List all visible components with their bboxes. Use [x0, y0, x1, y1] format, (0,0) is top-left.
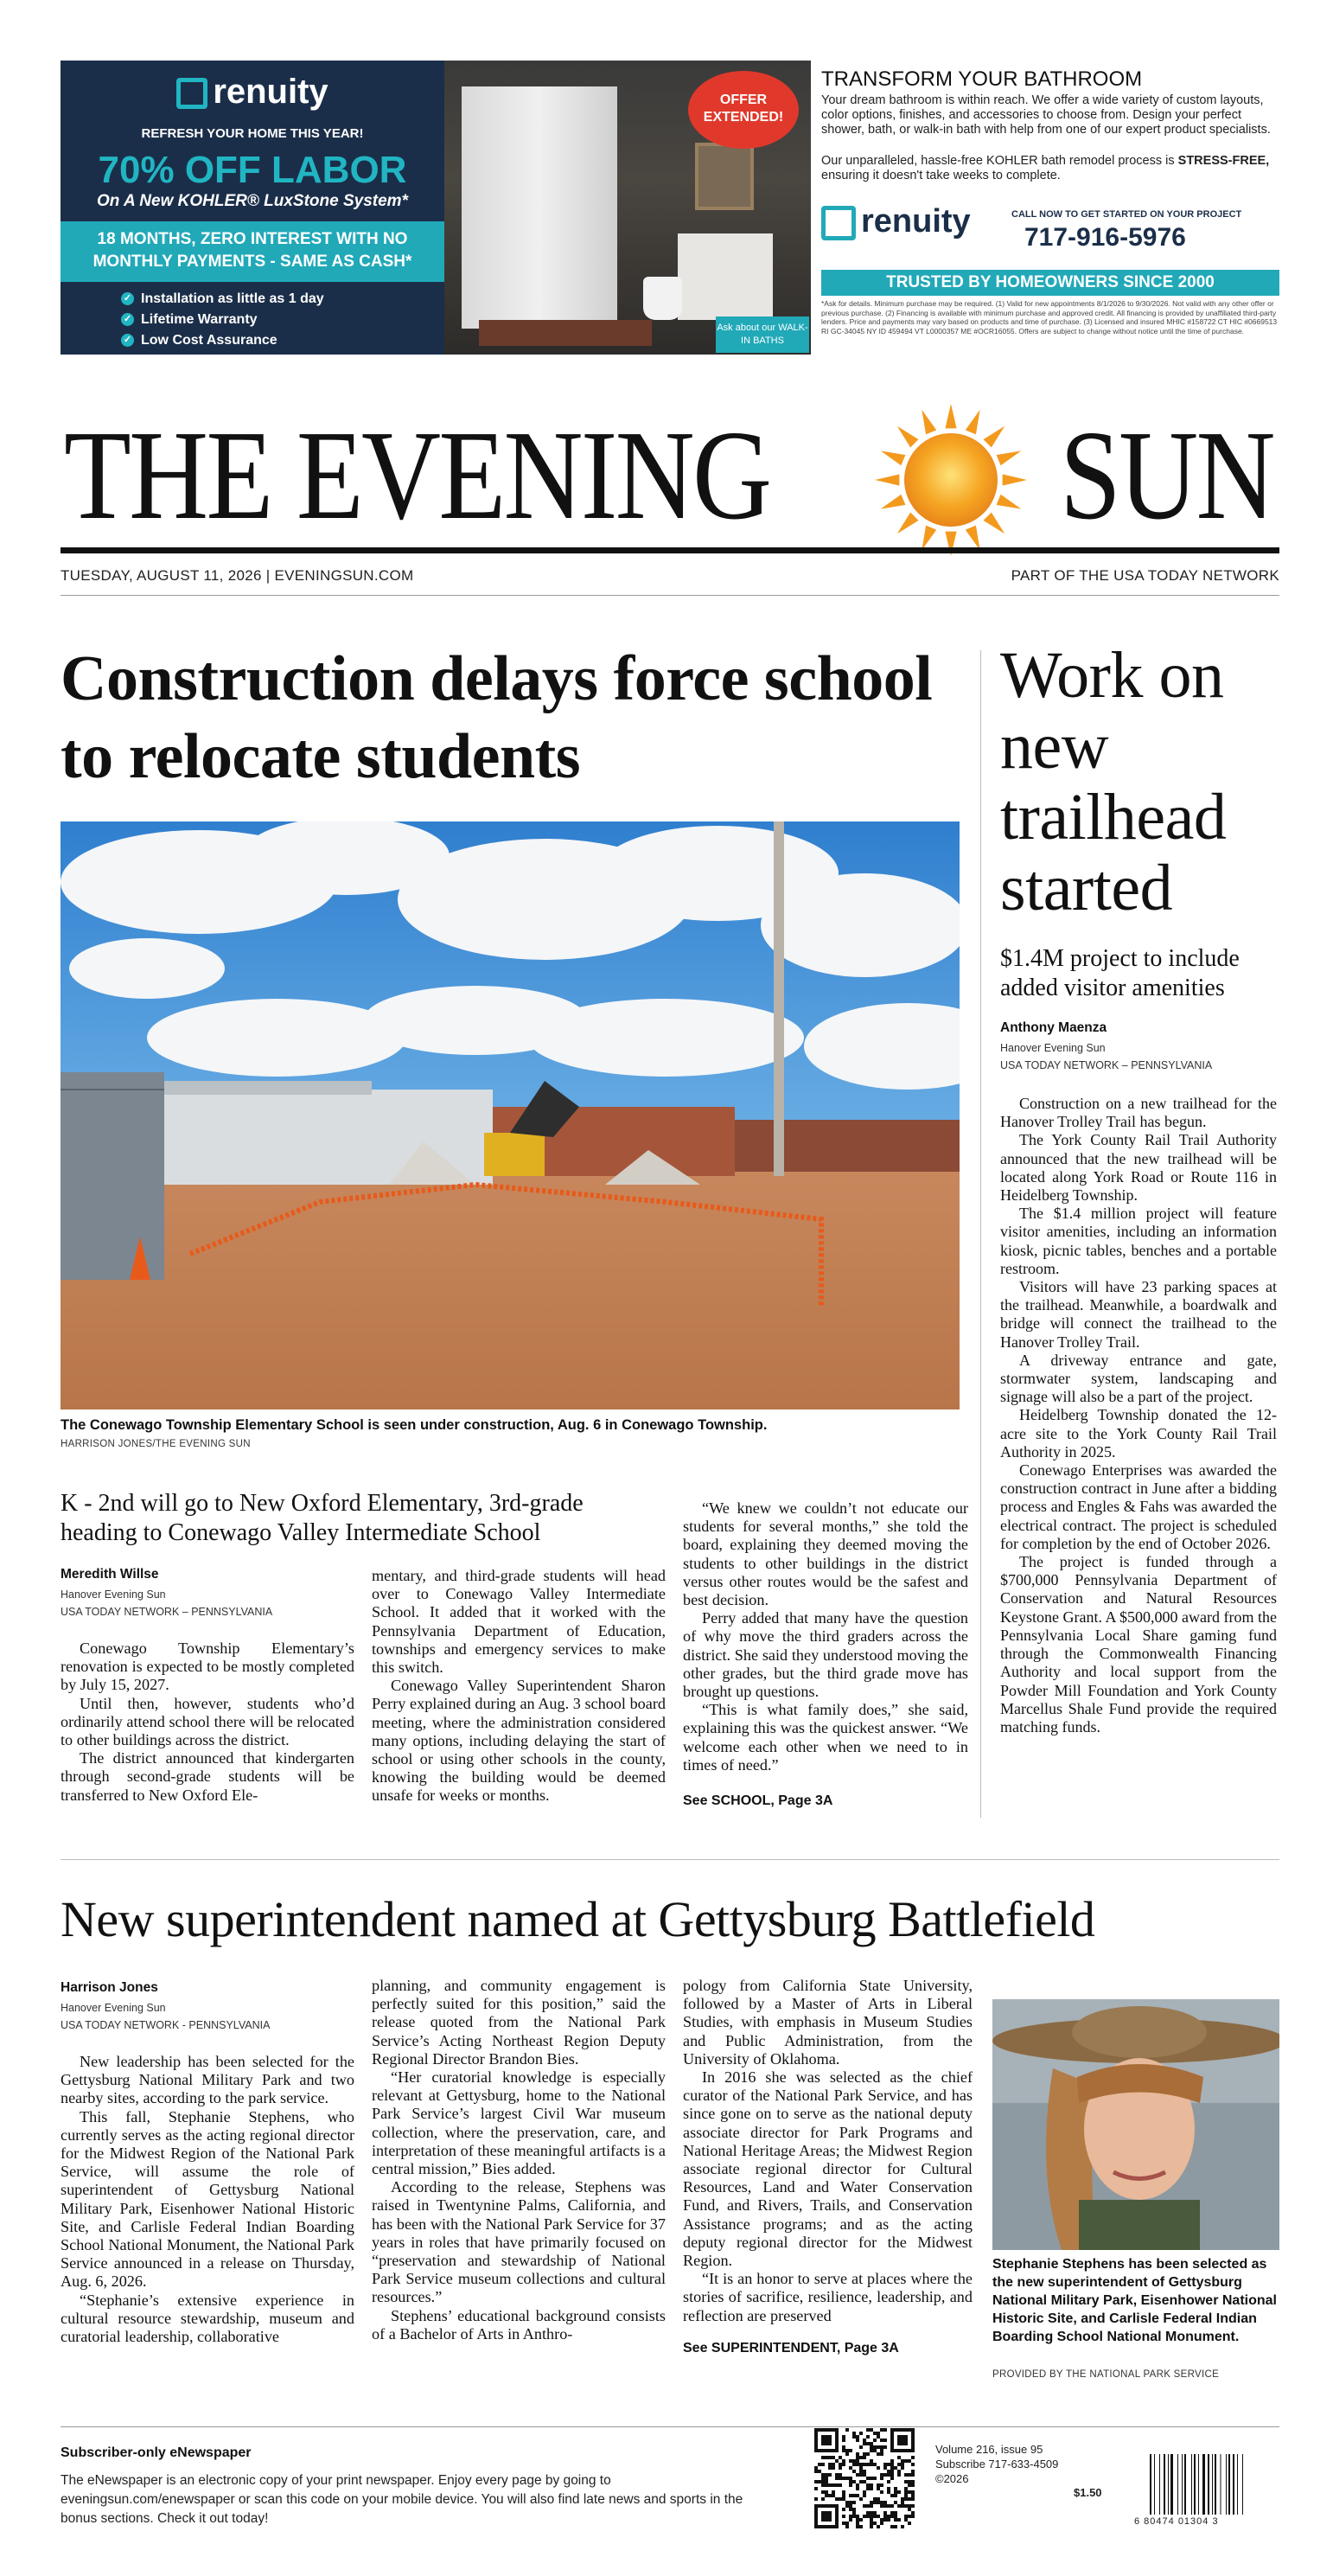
superintendent-column-3 — [683, 1977, 973, 2356]
qr-code-icon[interactable] — [814, 2428, 915, 2528]
byline-name[interactable]: Meredith Willse — [61, 1567, 159, 1582]
paragraph: This fall, Stephanie Stephens, who currently serves as the acting regional director for the Midwest Region of the National Park Service, will assume the role of superintendent of Gettysburg National Military Park, Eisenhower National Historic Site, and Carlisle Federal Indian Boarding School National Monument, the National Park Service announced in a release on Thursday, Aug. 6, 2026. — [61, 2107, 354, 2291]
copyright: ©2026 — [935, 2472, 969, 2485]
ad-bullet: ✓ Lifetime Warranty — [121, 310, 324, 330]
article-text — [61, 2053, 354, 2346]
paragraph: mentary, and third-grade students will head over to Conewago Valley Intermediate School. It added that it worked with the Pennsylvania Department of Education, townships and emergency services to make this switch. — [372, 1567, 666, 1677]
footer-rule — [61, 2426, 1279, 2427]
paragraph: The York County Rail Trail Authority announced that the new trailhead will be located along York Road or Route 116 in Heidelberg Township. — [1000, 1131, 1277, 1205]
vanity — [678, 233, 773, 320]
paragraph: The district announced that kindergarten through second-grade students will be transferred to New Oxford Ele- — [61, 1749, 354, 1804]
paragraph: New leadership has been selected for the Gettysburg National Military Park and two nearby sites, according to the park service. — [61, 2053, 354, 2107]
paragraph: Conewago Enterprises was awarded the construction contract in June after a bidding process and Engles & Fahs was awarded the electrical contract. The project is scheduled for completion by the end of October 2026. — [1000, 1461, 1277, 1552]
masthead-rule — [61, 547, 1279, 553]
paragraph: “We knew we couldn’t not educate our students for several months,” she told the board, explaining they deemed moving the students to other buildings in the district versus other routes would be the safest and best decision. — [683, 1499, 968, 1609]
barcode-icon — [1146, 2454, 1276, 2515]
paragraph: The $1.4 million project will feature visitor amenities, including an information kiosk, picnic tables, benches and a portable restroom. — [1000, 1205, 1277, 1277]
byline-name[interactable]: Anthony Maenza — [1000, 1020, 1107, 1035]
article-text — [61, 1640, 354, 1805]
superintendent-photo-credit: PROVIDED BY THE NATIONAL PARK SERVICE — [992, 2369, 1220, 2380]
ad-body: Your dream bathroom is within reach. We offer a wide variety of custom layouts, color options, finishes, and accessories to choose from. Design your perfect shower, bath, or walk-in bath with help from one of our expert product specialists. — [821, 93, 1271, 137]
check-icon: ✓ — [121, 334, 134, 347]
paragraph: In 2016 she was selected as the chief curator of the National Park Service, and has since gone on to serve as the national deputy associate director for Park Programs and National Heritage Areas; the Midwest Region associate regional director for Cultural Resources, Land and Water Conservation Fund, and Rivers, Trails, and Conservation Assistance programs; and as the acting deputy regional director for the Midwest Region. — [683, 2068, 973, 2270]
ad-offer-sub: On A New KOHLER® LuxStone System* — [97, 192, 408, 210]
sidebar-story — [1000, 1020, 1277, 1736]
article-text — [683, 1499, 968, 1774]
price: $1.50 — [1074, 2486, 1102, 2499]
network-label: PART OF THE USA TODAY NETWORK — [1011, 567, 1279, 584]
ad-offer-main: 70% OFF LABOR — [98, 149, 407, 191]
ad-copy-panel — [821, 61, 1279, 355]
lead-column-3 — [683, 1499, 968, 1809]
check-icon: ✓ — [121, 292, 134, 305]
ad-bullet: ✓ Low Cost Assurance — [121, 330, 324, 351]
superintendent-column-2 — [372, 1977, 666, 2343]
enewspaper-description: The eNewspaper is an electronic copy of your print newspaper. Enjoy every page by going to eveningsun.com/enewspaper or scan this code on your mobile device. You will also find late news and sports in the bonus sections. Check it out today! — [61, 2473, 743, 2526]
dateline: TUESDAY, AUGUST 11, 2026 | EVENINGSUN.COM — [61, 567, 414, 584]
masthead-title[interactable]: THE EVENING — [64, 405, 770, 547]
dateline-rule — [61, 595, 1279, 596]
paragraph: Heidelberg Township donated the 12-acre site to the York County Rail Trail Authority in 2025. — [1000, 1406, 1277, 1461]
check-icon: ✓ — [121, 313, 134, 326]
sidebar-headline[interactable]: Work on new trailhead started — [1000, 639, 1227, 924]
ad-trusted-banner: TRUSTED BY HOMEOWNERS SINCE 2000 — [821, 270, 1279, 296]
house-icon — [176, 78, 207, 109]
byline-network: USA TODAY NETWORK - PENNSYLVANIA — [61, 2019, 271, 2031]
paragraph: Until then, however, students who’d ordinarily attend school there will be relocated to other buildings across the district. — [61, 1694, 354, 1749]
paragraph: Perry added that many have the question of why move the third graders across the district. She said they understood moving the other grades, but the third grade move has brought up questions. — [683, 1609, 968, 1701]
paragraph: Conewago Valley Superintendent Sharon Perry explained during an Aug. 3 school board meeting, where the administration considered many options, including delaying the start of school or using other schools in the county, knowing the building would be deemed unsafe for weeks or months. — [372, 1677, 666, 1805]
lead-headline[interactable]: Construction delays force school to relocate students — [61, 643, 933, 792]
ad-fine-print: *Ask for details. Minimum purchase may be required. (1) Valid for new appointments 8/1/2026 to 9/30/2026. Not valid with any other offer or previous purchase. (2) Financing is available with minimum purchase and approved credit. All financing is provided by unaffiliated third-party lenders. Price and payments may vary based on products and time of purchase. (3) Licensed and insured MHIC #158722 CT HIC #0669513 RI GC-34045 NY ID 459494 VT L0000357 ME #OCR16055. Offers are subject to change without notice until the time of purchase. — [821, 299, 1278, 336]
paragraph: “This is what family does,” she said, explaining this was the quickest answer. “We welcome each other when we need to in times of need.” — [683, 1701, 968, 1774]
ad-bullet-list — [121, 289, 324, 351]
column-rule — [980, 650, 981, 1818]
mirror — [695, 143, 754, 210]
article-text — [1000, 1095, 1277, 1736]
paragraph: The project is funded through a $700,000 Pennsylvania Department of Conservation and Natural Resources Keystone Grant. A $500,000 award from the Pennsylvania Local Share gaming fund through the Commonwealth Financing Authority and local support from the Powder Mill Foundation and York County Marcellus Shale Fund provide the required matching funds. — [1000, 1553, 1277, 1735]
sun-logo-icon — [847, 398, 1055, 562]
enewspaper-title[interactable]: Subscriber-only eNewspaper — [61, 2445, 252, 2460]
paragraph: “It is an honor to serve at places where the stories of sacrifice, resilience, leadership, and reflection are preserved — [683, 2270, 973, 2324]
jump-link[interactable]: See SUPERINTENDENT, Page 3A — [683, 2340, 899, 2355]
ad-call-text: CALL NOW TO GET STARTED ON YOUR PROJECT — [1011, 209, 1242, 220]
ad-phone[interactable]: 717-916-5976 — [1024, 223, 1186, 252]
offer-extended-badge: OFFER EXTENDED! — [688, 71, 799, 149]
article-text — [683, 1977, 973, 2325]
paragraph: planning, and community engagement is perfectly suited for this position,” said the release quoted from the National Park Service’s Acting Northeast Region Deputy Regional Director Brandon Bies. — [372, 1977, 666, 2068]
ad-bullet: ✓ Installation as little as 1 day — [121, 289, 324, 310]
superintendent-column-1 — [61, 1980, 354, 2346]
issue-info — [935, 2442, 1074, 2486]
stephanie-stephens-portrait[interactable] — [992, 1999, 1279, 2250]
lead-photo-credit: HARRISON JONES/THE EVENING SUN — [61, 1439, 251, 1449]
lead-column-1 — [61, 1567, 354, 1805]
byline-network: USA TODAY NETWORK – PENNSYLVANIA — [61, 1606, 273, 1618]
ad-financing: 18 MONTHS, ZERO INTEREST WITH NO MONTHLY PAYMENTS - SAME AS CASH* — [61, 221, 444, 282]
superintendent-headline[interactable]: New superintendent named at Gettysburg Battlefield — [61, 1891, 1095, 1947]
barcode-number: 6 80474 01304 3 — [1134, 2516, 1219, 2527]
byline-paper: Hanover Evening Sun — [61, 1588, 166, 1601]
ad-refresh-text: REFRESH YOUR HOME THIS YEAR! — [141, 126, 364, 141]
house-icon — [821, 206, 856, 240]
rug — [479, 320, 652, 346]
paragraph: pology from California State University, followed by a Master of Arts in Liberal Studies, with emphasis in Museum Studies and Public Administration, from the University of Oklahoma. — [683, 1977, 973, 2068]
volume-issue: Volume 216, issue 95 — [935, 2443, 1043, 2456]
walk-in-baths-tag: Ask about our WALK-IN BATHS — [716, 316, 809, 353]
superintendent-photo-caption: Stephanie Stephens has been selected as the new superintendent of Gettysburg National Military Park, Eisenhower National Historic Site, and Carlisle Federal Indian Boarding School National Monument. — [992, 2257, 1277, 2344]
byline-name[interactable]: Harrison Jones — [61, 1980, 158, 1995]
renuity-logo: renuity — [61, 73, 444, 112]
ad-bathroom-photo — [444, 61, 811, 355]
paragraph: A driveway entrance and gate, stormwater system, landscaping and signage will also be a part of the project. — [1000, 1351, 1277, 1406]
lead-photo-caption: The Conewago Township Elementary School is seen under construction, Aug. 6 in Conewago Township. — [61, 1417, 768, 1433]
paragraph: Construction on a new trailhead for the Hanover Trolley Trail has begun. — [1000, 1095, 1277, 1131]
paragraph: Stephens’ educational background consists of a Bachelor of Arts in Anthro- — [372, 2306, 666, 2343]
shower-wall — [462, 86, 617, 329]
byline-paper: Hanover Evening Sun — [61, 2002, 166, 2014]
jump-link[interactable]: See SCHOOL, Page 3A — [683, 1793, 833, 1809]
ad-body-2: Our unparalleled, hassle-free KOHLER bath remodel process is STRESS-FREE, ensuring it doesn't take weeks to complete. — [821, 154, 1270, 182]
construction-site-photo[interactable] — [61, 821, 960, 1409]
paragraph: Conewago Township Elementary’s renovation is expected to be mostly completed by July 15, 2027. — [61, 1640, 354, 1694]
renuity-logo: renuity — [821, 203, 971, 240]
byline-network: USA TODAY NETWORK – PENNSYLVANIA — [1000, 1059, 1213, 1071]
lead-subhead: K - 2nd will go to New Oxford Elementary, 3rd-grade heading to Conewago Valley Intermediate School — [61, 1490, 584, 1546]
paragraph: “Stephanie’s extensive experience in cultural resource stewardship, museum and curatorial leadership, collaborative — [61, 2291, 354, 2346]
sidebar-deck: $1.4M project to include added visitor amenities — [1000, 945, 1240, 1001]
section-divider — [61, 1859, 1279, 1860]
paragraph: “Her curatorial knowledge is especially relevant at Gettysburg, home to the National Park Service’s largest Civil War museum collection, where the preservation, care, and interpretation of these meaningful artifacts is a central mission,” Bies added. — [372, 2068, 666, 2178]
lead-column-2 — [372, 1567, 666, 1806]
ad-offer-panel — [61, 61, 444, 355]
toilet — [643, 277, 682, 320]
ad-headline: TRANSFORM YOUR BATHROOM — [821, 67, 1143, 91]
subscribe-phone: Subscribe 717-633-4509 — [935, 2458, 1059, 2471]
byline-paper: Hanover Evening Sun — [1000, 1042, 1106, 1054]
masthead-title-sun[interactable]: SUN — [1060, 405, 1273, 547]
paragraph: Visitors will have 23 parking spaces at the trailhead. Meanwhile, a boardwalk and bridge will connect the trailhead to the Hanover Trolley Trail. — [1000, 1278, 1277, 1351]
renuity-advertisement[interactable] — [61, 61, 1279, 355]
paragraph: According to the release, Stephens was raised in Twentynine Palms, California, and has been with the National Park Service for 37 years in roles that have primarily focused on “preservation and stewardship of National Park Service museum collections and cultural resources.” — [372, 2178, 666, 2306]
